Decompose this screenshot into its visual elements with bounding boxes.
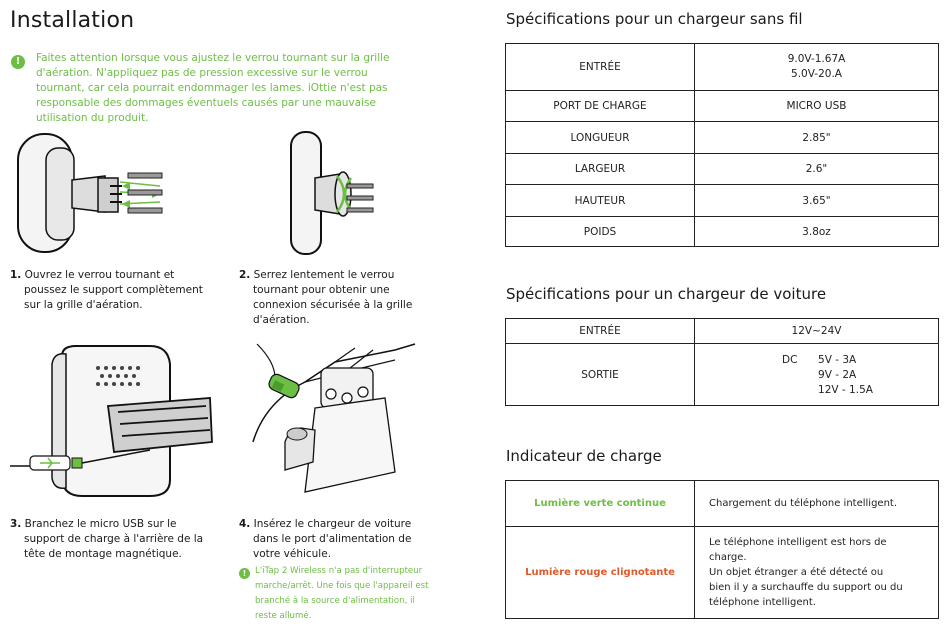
spec-label: PORT DE CHARGE [506,91,695,122]
warning-line: Faites attention lorsque vous ajustez le verrou tournant sur la grille [36,52,390,64]
spec-label: SORTIE [506,344,695,406]
table-row [506,154,939,185]
step-number: 3. [10,518,22,530]
spec-value-line: 9.0V-1.67A [787,53,846,65]
spec-value: 3.8oz [695,217,939,247]
note-line: L'iTap 2 Wireless n'a pas d'interrupteur [255,566,423,576]
table-row [506,122,939,154]
spec-label: ENTRÉE [506,319,695,344]
note-line: marche/arrêt. Une fois que l'appareil est [255,581,429,591]
step-line: tête de montage magnétique. [24,548,182,560]
indicator-label: Lumière verte continue [506,481,695,527]
spec-label: HAUTEUR [506,185,695,217]
car-specs-table [505,318,939,406]
step-line: support de charge à l'arrière de la [24,533,204,545]
description-line: téléphone intelligent. [709,597,816,608]
step-line: Serrez lentement le verrou [253,269,395,281]
output-value: 5V - 3A [818,353,857,366]
spec-value: 2.6" [695,154,939,185]
note-line: branché à la source d'alimentation, il [255,596,415,606]
table-row [506,344,939,406]
indicator-description: Chargement du téléphone intelligent. [695,481,939,527]
power-note [255,564,445,624]
table-row [506,44,939,91]
table-row [506,319,939,344]
illustration-step-3 [10,342,220,500]
charge-indicator-table [505,480,939,619]
spec-value: 12V~24V [695,319,939,344]
step-line: sur la grille d'aération. [24,299,143,311]
spec-value [695,344,939,406]
step-line: tournant pour obtenir une [253,284,390,296]
charge-indicator-title: Indicateur de charge [506,447,662,465]
spec-label: ENTRÉE [506,44,695,91]
description-line: Le téléphone intelligent est hors de [709,537,887,548]
indicator-label: Lumière rouge clignotante [506,527,695,619]
output-prefix: DC [782,353,798,366]
warning-line: responsable des dommages éventuels causés par une mauvaise [36,97,376,109]
spec-label: POIDS [506,217,695,247]
illustration-step-1 [10,128,210,258]
step-line: connexion sécurisée à la grille [253,299,413,311]
step-line: Ouvrez le verrou tournant et [24,269,175,281]
step-line: Branchez le micro USB sur le [24,518,177,530]
output-value: 9V - 2A [818,368,857,381]
table-row [506,481,939,527]
spec-label: LARGEUR [506,154,695,185]
output-values [782,354,873,396]
description-line: bien il y a surchauffe du support ou du [709,582,903,593]
note-line: reste allumé. [255,611,312,621]
spec-value: 3.65" [695,185,939,217]
step-2 [239,268,439,328]
exclamation-icon: ! [239,568,250,579]
step-4 [239,517,439,562]
table-row [506,527,939,619]
spec-value [695,44,939,91]
step-1 [10,268,220,313]
wireless-specs-title: Spécifications pour un chargeur sans fil [506,10,803,28]
table-row [506,91,939,122]
step-line: d'aération. [253,314,310,326]
indicator-description [695,527,939,619]
step-line: poussez le support complètement [24,284,203,296]
exclamation-icon: ! [11,55,25,69]
warning-line: utilisation du produit. [36,112,149,124]
step-line: votre véhicule. [253,548,332,560]
spec-value: MICRO USB [695,91,939,122]
spec-label: LONGUEUR [506,122,695,154]
car-specs-title: Spécifications pour un chargeur de voiture [506,285,827,303]
illustration-step-2 [285,128,415,258]
description-line: Un objet étranger a été détecté ou [709,567,884,578]
warning-line: tournant, car cela pourrait endommager les lames. iOttie n'est pas [36,82,388,94]
step-number: 4. [239,518,251,530]
step-number: 2. [239,269,251,281]
step-line: dans le port d'alimentation de [253,533,412,545]
table-row [506,217,939,247]
table-row [506,185,939,217]
step-line: Insérez le chargeur de voiture [253,518,412,530]
description-line: charge. [709,552,747,563]
step-number: 1. [10,269,22,281]
wireless-specs-table [505,43,939,247]
output-value: 12V - 1.5A [818,383,873,396]
installation-title: Installation [10,8,135,33]
spec-value: 2.85" [695,122,939,154]
warning-line: d'aération. N'appliquez pas de pression excessive sur le verrou [36,67,368,79]
warning-text [36,51,396,126]
illustration-step-4 [245,342,420,500]
step-3 [10,517,225,562]
spec-value-line: 5.0V-20.A [791,68,842,80]
